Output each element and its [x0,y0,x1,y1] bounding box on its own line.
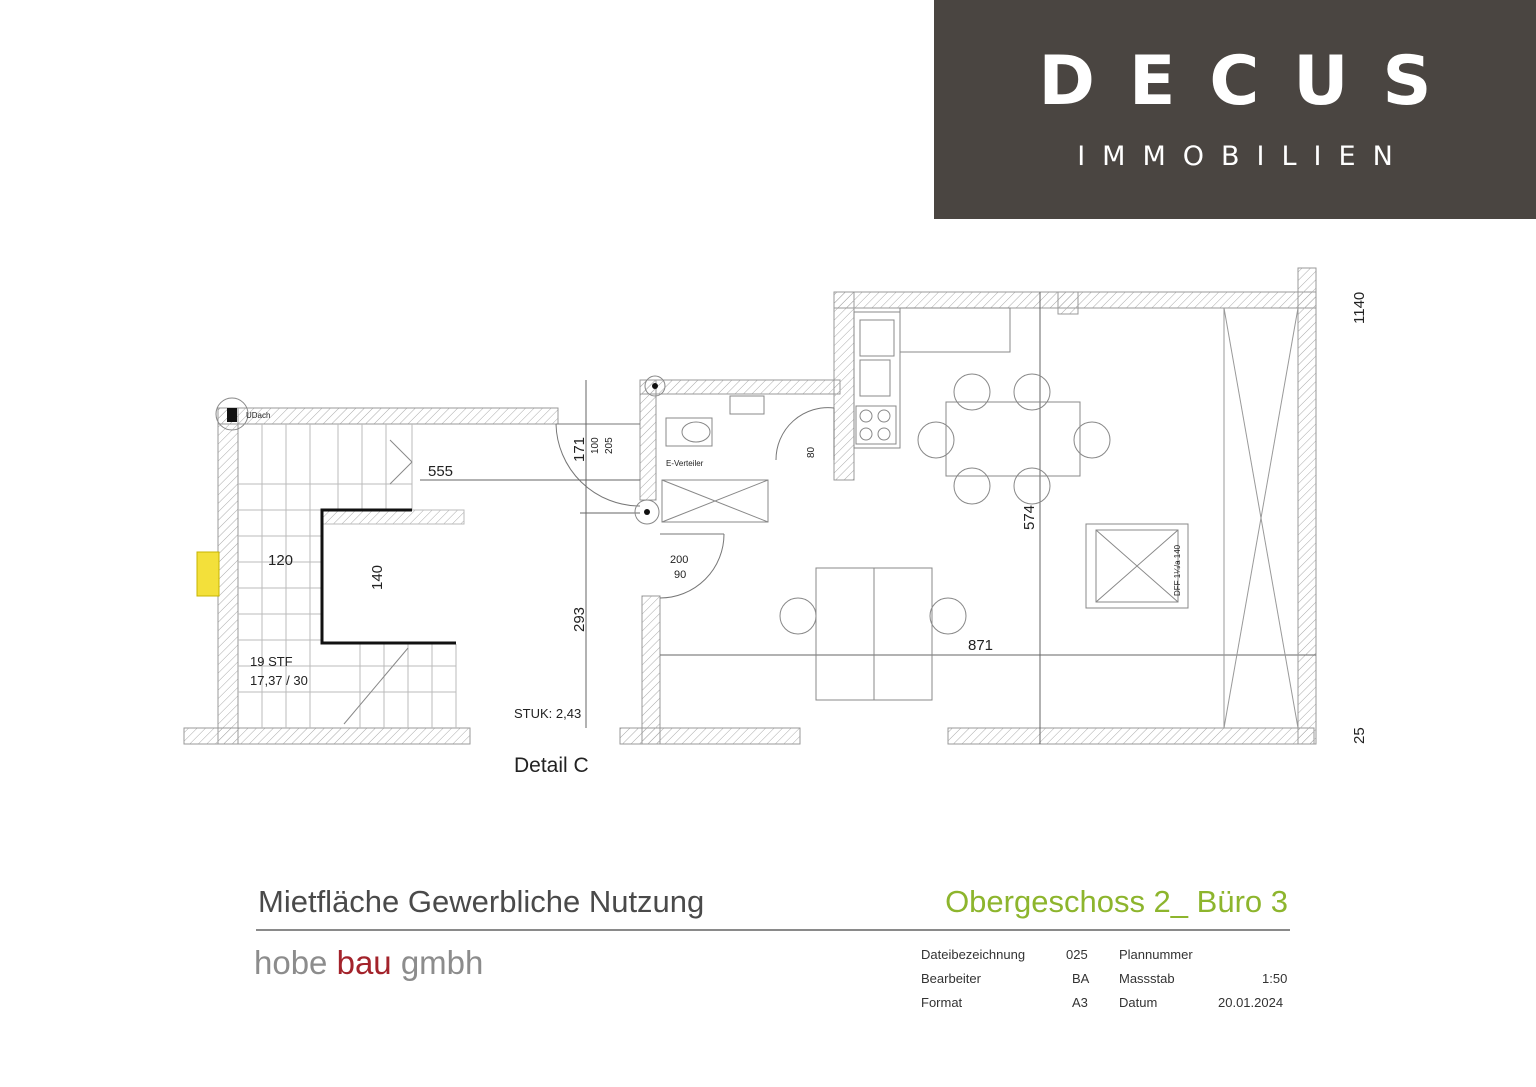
e-verteiler-label: E-Verteiler [666,459,704,468]
company-name-part3: gmbh [400,944,484,981]
dim-205: 205 [604,437,615,454]
dim-200: 200 [670,554,689,566]
plan-subtitle: Obergeschoss 2_ Büro 3 [945,884,1288,919]
dim-120: 120 [268,552,294,569]
detail-label: Detail C [514,754,589,777]
void-area [1224,308,1298,728]
dim-90: 90 [674,569,687,581]
meta-format-label: Format [921,995,963,1010]
dim-140: 140 [369,564,386,590]
walls [184,268,1316,744]
meta-dateibezeichnung-label: Dateibezeichnung [921,947,1026,962]
dim-555: 555 [428,463,454,480]
meta-datum-label: Datum [1119,995,1158,1010]
meta-plannummer-label: Plannummer [1119,947,1193,962]
meta-dateibezeichnung-value: 025 [1066,947,1088,962]
logo-wordmark: DECUS [1038,42,1466,121]
desk [780,568,966,700]
dim-1140: 1140 [1351,291,1368,324]
stairs-label: 19 STF [250,654,293,669]
dim-871: 871 [968,637,994,654]
plan-title: Mietfläche Gewerbliche Nutzung [258,884,705,919]
doors [556,408,834,598]
marker-yellow [197,552,219,596]
meta-massstab-value: 1:50 [1262,971,1288,986]
meta-bearbeiter-label: Bearbeiter [921,971,981,986]
kitchen [854,308,1010,448]
logo-tagline: IMMOBILIEN [1077,141,1410,172]
dim-25: 25 [1351,727,1368,744]
meta-datum-value: 20.01.2024 [1218,995,1284,1010]
company-name-part2: bau [336,944,392,981]
stairs-ratio: 17,37 / 30 [250,673,308,688]
dim-80: 80 [806,446,817,458]
skylight-label: DFF 1¼/a 140 [1173,544,1182,596]
meta-bearbeiter-value: BA [1072,971,1090,986]
dining-table [918,374,1110,504]
title-divider [256,929,1290,931]
dim-293: 293 [571,606,588,632]
company-logo [254,944,483,982]
company-name-part1: hobe [254,944,328,981]
dim-574: 574 [1021,504,1038,530]
stuk-label: STUK: 2,43 [514,706,582,721]
meta-format-value: A3 [1072,995,1088,1010]
meta-massstab-label: Massstab [1119,971,1175,986]
udach-label: UDach [246,411,271,420]
dim-171: 171 [571,436,588,462]
dim-100: 100 [590,437,601,454]
